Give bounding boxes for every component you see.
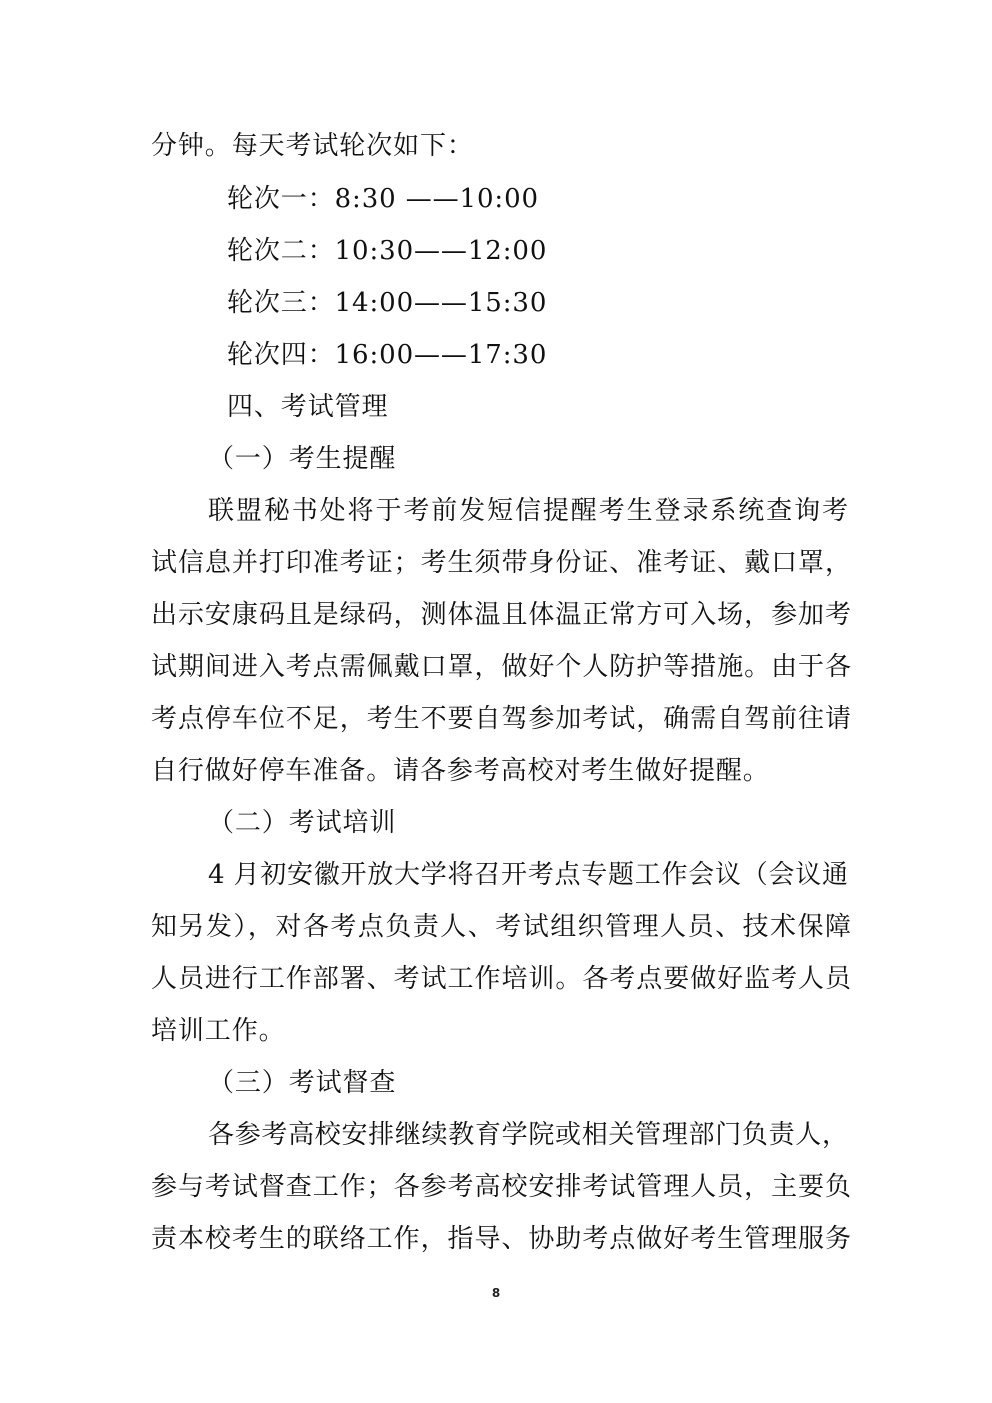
paragraph-line: 试信息并打印准考证；考生须带身份证、准考证、戴口罩， (151, 548, 851, 578)
section-heading: 四、考试管理 (227, 392, 389, 422)
paragraph-line: 试期间进入考点需佩戴口罩，做好个人防护等措施。由于各 (151, 652, 851, 682)
paragraph-line: 自行做好停车准备。请各参考高校对考生做好提醒。 (151, 756, 770, 786)
exam-round-2: 轮次二：10:30——12:00 (227, 236, 548, 266)
page-number: 8 (491, 1286, 501, 1300)
paragraph-line: 人员进行工作部署、考试工作培训。各考点要做好监考人员 (151, 964, 851, 994)
paragraph-line: 知另发），对各考点负责人、考试组织管理人员、技术保障 (151, 912, 851, 942)
paragraph-line: 出示安康码且是绿码，测体温且体温正常方可入场，参加考 (151, 600, 851, 630)
paragraph-line: 考点停车位不足，考生不要自驾参加考试，确需自驾前往请 (151, 704, 851, 734)
exam-round-3: 轮次三：14:00——15:30 (227, 288, 548, 318)
paragraph-line: 责本校考生的联络工作，指导、协助考点做好考生管理服务 (151, 1224, 851, 1254)
exam-round-4: 轮次四：16:00——17:30 (227, 340, 548, 370)
paragraph-line: 各参考高校安排继续教育学院或相关管理部门负责人， (208, 1120, 848, 1150)
subsection-heading: （三）考试督查 (208, 1068, 397, 1098)
subsection-heading: （一）考生提醒 (208, 444, 397, 474)
paragraph-line: 4 月初安徽开放大学将召开考点专题工作会议（会议通 (208, 860, 848, 890)
subsection-heading: （二）考试培训 (208, 808, 397, 838)
paragraph-line: 联盟秘书处将于考前发短信提醒考生登录系统查询考 (208, 496, 848, 526)
exam-round-1: 轮次一：8:30 ——10:00 (227, 184, 539, 214)
text-line: 分钟。每天考试轮次如下： (151, 131, 474, 161)
paragraph-line: 培训工作。 (151, 1016, 286, 1046)
paragraph-line: 参与考试督查工作；各参考高校安排考试管理人员，主要负 (151, 1172, 851, 1202)
